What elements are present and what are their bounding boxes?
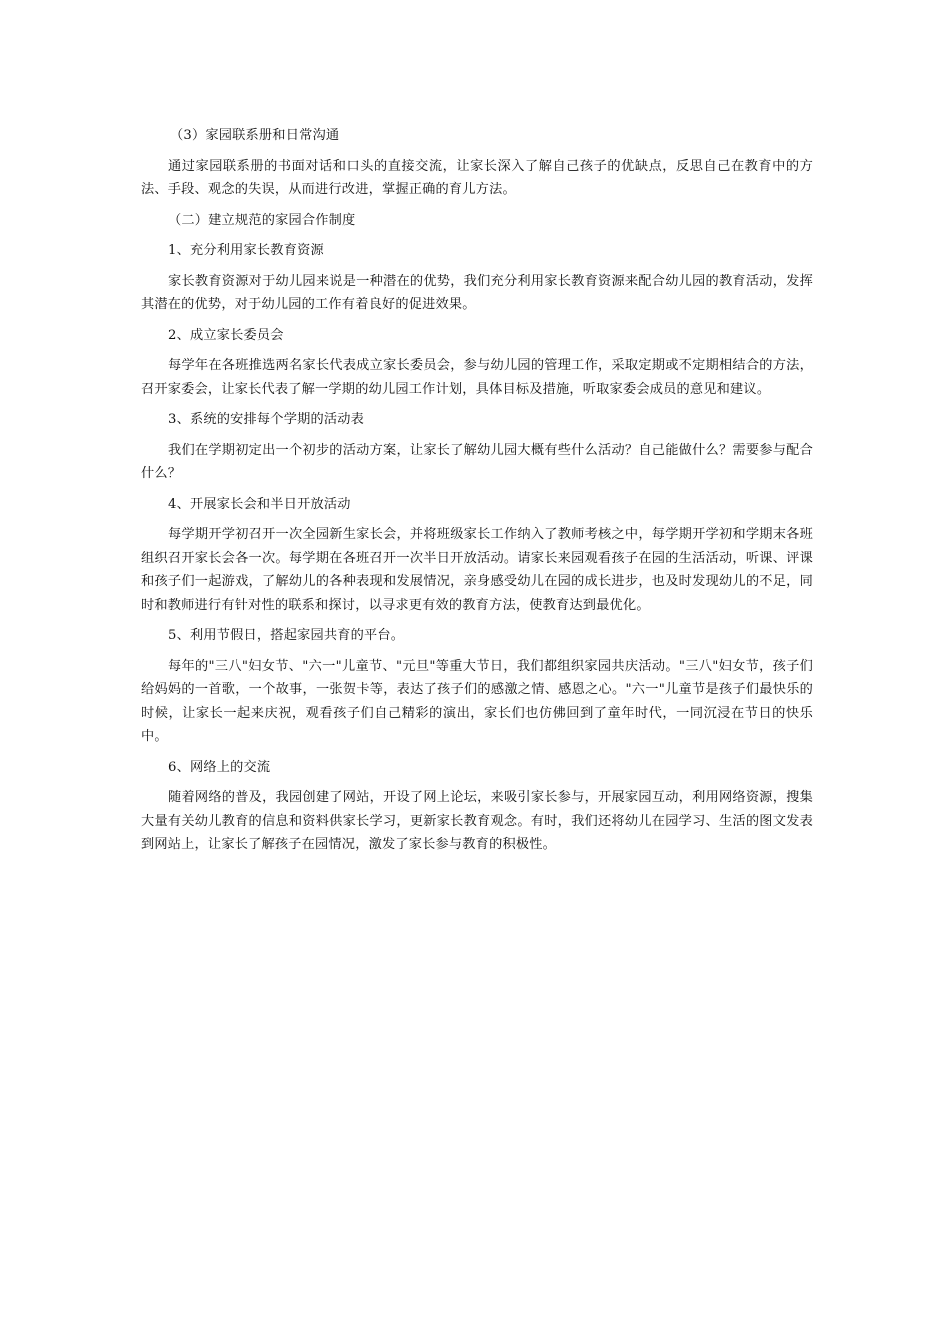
document-page (141, 124, 813, 864)
item-heading-parent-resources: 1、充分利用家长教育资源 (168, 243, 324, 258)
item-heading-parent-committee: 2、成立家长委员会 (168, 327, 284, 343)
item-heading-holidays: 5、利用节假日，搭起家园共育的平台。 (168, 628, 405, 643)
item-heading-online-exchange: 6、网络上的交流 (168, 759, 271, 775)
paragraph-parent-meeting: 每学期开学初召开一次全园新生家长会，并将班级家长工作纳入了教师考核之中，每学期开学初和学期末各班组织召开家长会各一次。每学期在各班召开一次半日开放活动。请家长来园观看孩子在园的生活活动，听课、评课和孩子们一起游戏，了解幼儿的各种表现和发展情况，亲身感受幼儿在园的成长进步，也及时发现幼儿的不足，同时和教师进行有针对性的联系和探讨，以寻求更有效的教育方法，使教育达到最优化。 (141, 527, 813, 613)
paragraph-online-exchange: 随着网络的普及，我园创建了网站，开设了网上论坛，来吸引家长参与，开展家园互动，利用网络资源，搜集大量有关幼儿教育的信息和资料供家长学习，更新家长教育观念。有时，我们还将幼儿在园学习、生活的图文发表到网站上，让家长了解孩子在园情况，激发了家长参与教育的积极性。 (141, 790, 813, 852)
paragraph-holidays: 每年的"三八"妇女节、"六一"儿童节、"元旦"等重大节日，我们都组织家园共庆活动。"三八"妇女节，孩子们给妈妈的一首歌，一个故事，一张贺卡等，表达了孩子们的感激之情、感恩之心。"六一"儿童节是孩子们最快乐的时候，让家长一起来庆祝，观看孩子们自己精彩的演出，家长们也仿佛回到了童年时代，一同沉浸在节日的快乐中。 (141, 658, 813, 744)
section-heading-home-contact-book: （3）家园联系册和日常沟通 (170, 128, 340, 143)
paragraph-parent-committee: 每学年在各班推选两名家长代表成立家长委员会，参与幼儿园的管理工作，采取定期或不定期相结合的方法，召开家委会，让家长代表了解一学期的幼儿园工作计划，具体目标及措施，听取家委会成员的意见和建议。 (141, 358, 813, 397)
item-heading-activity-schedule: 3、系统的安排每个学期的活动表 (168, 412, 365, 427)
paragraph-parent-resources: 家长教育资源对于幼儿园来说是一种潜在的优势，我们充分利用家长教育资源来配合幼儿园的教育活动，发挥其潜在的优势，对于幼儿园的工作有着良好的促进效果。 (141, 273, 813, 312)
paragraph-home-contact-book: 通过家园联系册的书面对话和口头的直接交流，让家长深入了解自己孩子的优缺点，反思自己在教育中的方法、手段、观念的失误，从而进行改进，掌握正确的育儿方法。 (141, 158, 813, 197)
item-heading-parent-meeting: 4、开展家长会和半日开放活动 (168, 496, 351, 512)
section-heading-cooperation-system: （二）建立规范的家园合作制度 (168, 212, 356, 228)
paragraph-activity-schedule: 我们在学期初定出一个初步的活动方案，让家长了解幼儿园大概有些什么活动？自己能做什么？需要参与配合什么？ (141, 442, 813, 481)
